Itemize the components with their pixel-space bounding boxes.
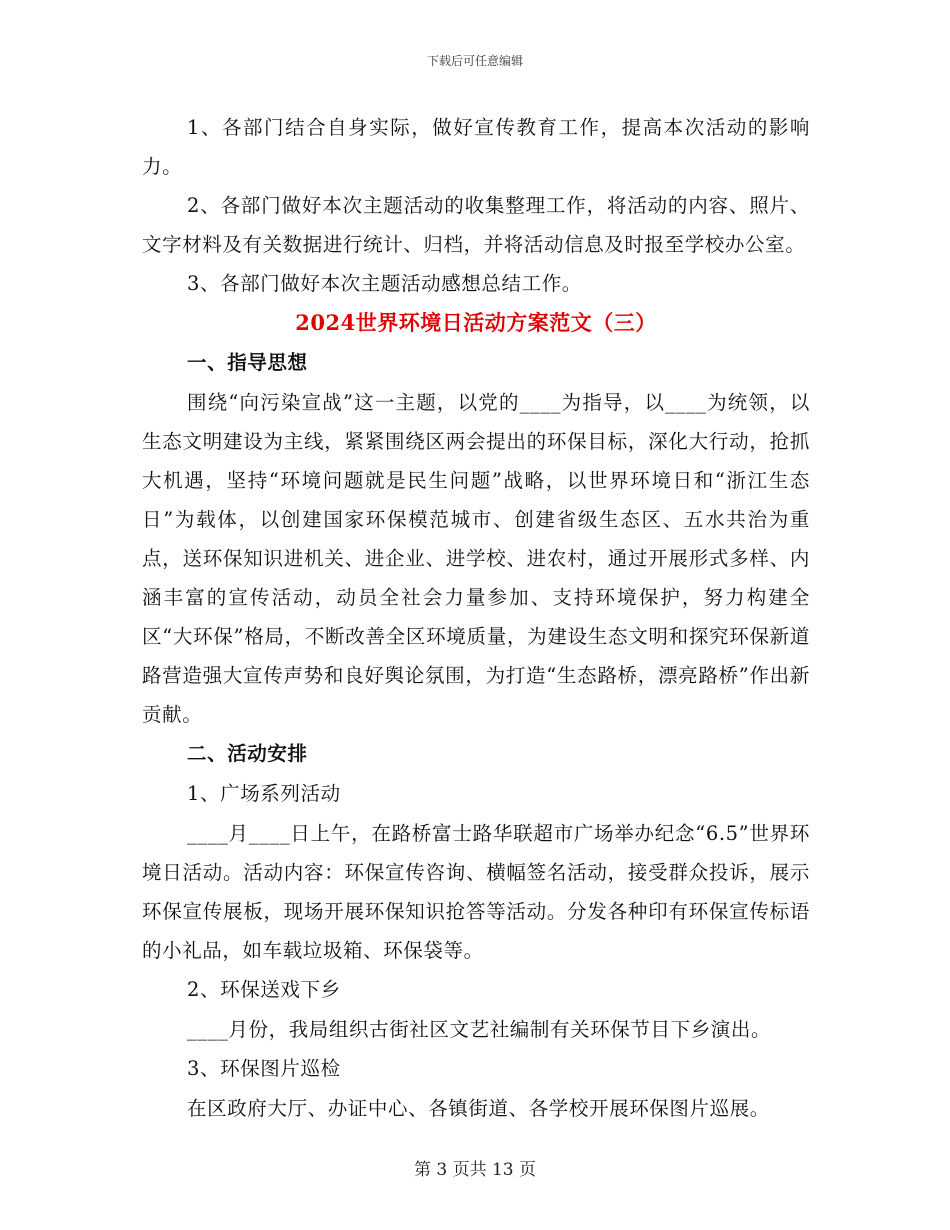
list-item: 2、各部门做好本次主题活动的收集整理工作，将活动的内容、照片、文字材料及有关数据进行统计、归档，并将活动信息及时报至学校办公室。 bbox=[142, 194, 810, 256]
subsection-title-square: 1、广场系列活动 bbox=[187, 782, 341, 805]
page-number: 第 3 页共 13 页 bbox=[413, 1160, 537, 1180]
subsection-title-photo: 3、环保图片巡检 bbox=[187, 1057, 341, 1080]
list-item: 1、各部门结合自身实际，做好宣传教育工作，提高本次活动的影响力。 bbox=[142, 116, 810, 178]
paragraph-opera: ____月份，我局组织古街社区文艺社编制有关环保节目下乡演出。 bbox=[187, 1018, 772, 1041]
section-heading-activity-arrangement: 二、活动安排 bbox=[187, 742, 308, 765]
section-heading-guiding-thought: 一、指导思想 bbox=[187, 351, 308, 374]
subsection-title-opera: 2、环保送戏下乡 bbox=[187, 978, 341, 1001]
list-item: 3、各部门做好本次主题活动感想总结工作。 bbox=[187, 272, 582, 295]
paragraph-square: ____月____日上午，在路桥富士路华联超市广场举办纪念“6.5”世界环境日活动。活动内容：环保宣传咨询、横幅签名活动，接受群众投诉，展示环保宣传展板，现场开展环保知识抢答等活动。分发各种印有环保宣传标语的小礼品，如车载垃圾箱、环保袋等。 bbox=[142, 822, 810, 962]
paragraph-guiding-thought: 围绕“向污染宣战”这一主题，以党的____为指导，以____为统领，以生态文明建设为主线，紧紧围绕区两会提出的环保目标，深化大行动，抢抓大机遇，坚持“环境问题就是民生问题”战略，以世界环境日和“浙江生态日”为载体，以创建国家环保模范城市、创建省级生态区、五水共治为重点，送环保知识进机关、进企业、进学校、进农村，通过开展形式多样、内涵丰富的宣传活动，动员全社会力量参加、支持环境保护，努力构建全区“大环保”格局，不断改善全区环境质量，为建设生态文明和探究环保新道路营造强大宣传声势和良好舆论氛围，为打造“生态路桥，漂亮路桥”作出新贡献。 bbox=[142, 391, 810, 726]
paragraph-photo: 在区政府大厅、办证中心、各镇街道、各学校开展环保图片巡展。 bbox=[187, 1097, 770, 1120]
page-header: 下载后可任意编辑 bbox=[426, 54, 523, 68]
document-body bbox=[142, 108, 810, 1128]
document-title: 2024世界环境日活动方案范文（三） bbox=[295, 310, 657, 335]
